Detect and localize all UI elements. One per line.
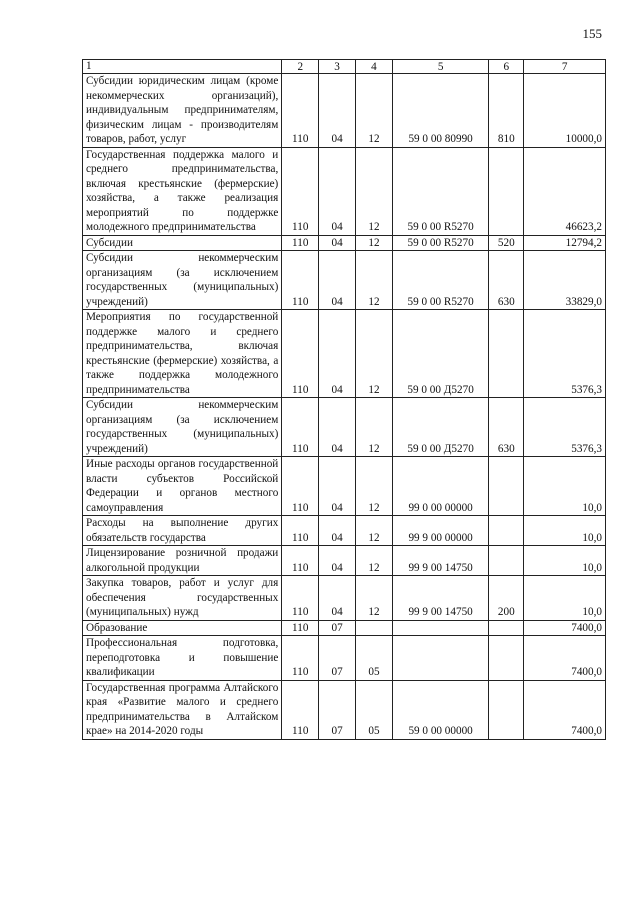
- column-header: 4: [356, 60, 393, 74]
- ministry-code-cell: 110: [282, 576, 319, 621]
- expense-type-cell: [489, 310, 524, 398]
- amount-cell: 12794,2: [524, 235, 606, 251]
- column-header: 5: [392, 60, 489, 74]
- expense-name-cell: Лицензирование розничной продажи алкогольной продукции: [83, 546, 282, 576]
- expense-name-cell: Субсидии: [83, 235, 282, 251]
- section-code-cell: 04: [319, 235, 356, 251]
- section-code-cell: 04: [319, 457, 356, 516]
- column-header: 2: [282, 60, 319, 74]
- expense-type-cell: [489, 147, 524, 235]
- amount-cell: 7400,0: [524, 680, 606, 739]
- amount-cell: 7400,0: [524, 620, 606, 636]
- budget-table: [82, 59, 606, 740]
- page-number: 155: [582, 26, 602, 41]
- expense-name-cell: Субсидии некоммерческим организациям (за исключением государственных (муниципальных) учреждений): [83, 251, 282, 310]
- expense-type-cell: [489, 636, 524, 681]
- expense-name-cell: Государственная программа Алтайского края «Развитие малого и среднего предпринимательства в Алтайском крае» на 2014-2020 годы: [83, 680, 282, 739]
- amount-cell: 10,0: [524, 576, 606, 621]
- section-code-cell: 07: [319, 680, 356, 739]
- ministry-code-cell: 110: [282, 680, 319, 739]
- target-article-cell: 59 0 00 R5270: [392, 147, 489, 235]
- expense-name-cell: Субсидии юридическим лицам (кроме некоммерческих организаций), индивидуальным предпринимателям, физическим лицам - производителям товаров, работ, услуг: [83, 74, 282, 148]
- table-header-row: [83, 60, 606, 74]
- subsection-code-cell: 12: [356, 546, 393, 576]
- target-article-cell: 99 9 00 00000: [392, 516, 489, 546]
- ministry-code-cell: 110: [282, 546, 319, 576]
- expense-type-cell: 520: [489, 235, 524, 251]
- table-row: [83, 147, 606, 235]
- target-article-cell: 99 9 00 14750: [392, 546, 489, 576]
- expense-name-cell: Мероприятия по государственной поддержке малого и среднего предпринимательства, включая крестьянские (фермерские) хозяйства, а также поддержка молодежного предпринимательства: [83, 310, 282, 398]
- ministry-code-cell: 110: [282, 147, 319, 235]
- amount-cell: 7400,0: [524, 636, 606, 681]
- subsection-code-cell: 12: [356, 398, 393, 457]
- expense-type-cell: [489, 516, 524, 546]
- subsection-code-cell: [356, 620, 393, 636]
- expense-name-cell: Расходы на выполнение других обязательств государства: [83, 516, 282, 546]
- target-article-cell: 59 0 00 R5270: [392, 235, 489, 251]
- section-code-cell: 07: [319, 620, 356, 636]
- table-row: [83, 398, 606, 457]
- target-article-cell: [392, 636, 489, 681]
- expense-name-cell: Профессиональная подготовка, переподготовка и повышение квалификации: [83, 636, 282, 681]
- ministry-code-cell: 110: [282, 636, 319, 681]
- target-article-cell: [392, 620, 489, 636]
- table-row: [83, 74, 606, 148]
- ministry-code-cell: 110: [282, 516, 319, 546]
- section-code-cell: 04: [319, 546, 356, 576]
- amount-cell: 5376,3: [524, 310, 606, 398]
- target-article-cell: 59 0 00 R5270: [392, 251, 489, 310]
- expense-type-cell: [489, 620, 524, 636]
- table-row: [83, 310, 606, 398]
- ministry-code-cell: 110: [282, 457, 319, 516]
- expense-type-cell: [489, 457, 524, 516]
- subsection-code-cell: 12: [356, 147, 393, 235]
- column-header: 1: [83, 60, 282, 74]
- target-article-cell: 59 0 00 00000: [392, 680, 489, 739]
- table-row: [83, 546, 606, 576]
- ministry-code-cell: 110: [282, 251, 319, 310]
- table-row: [83, 251, 606, 310]
- expense-type-cell: 200: [489, 576, 524, 621]
- section-code-cell: 04: [319, 147, 356, 235]
- amount-cell: 10,0: [524, 516, 606, 546]
- section-code-cell: 04: [319, 516, 356, 546]
- subsection-code-cell: 12: [356, 576, 393, 621]
- expense-name-cell: Иные расходы органов государственной власти субъектов Российской Федерации и органов местного самоуправления: [83, 457, 282, 516]
- section-code-cell: 04: [319, 251, 356, 310]
- section-code-cell: 04: [319, 576, 356, 621]
- column-header: 3: [319, 60, 356, 74]
- amount-cell: 10,0: [524, 546, 606, 576]
- table-row: [83, 680, 606, 739]
- subsection-code-cell: 12: [356, 457, 393, 516]
- subsection-code-cell: 12: [356, 235, 393, 251]
- table-row: [83, 516, 606, 546]
- target-article-cell: 59 0 00 Д5270: [392, 398, 489, 457]
- target-article-cell: 99 9 00 14750: [392, 576, 489, 621]
- table-row: [83, 636, 606, 681]
- table-row: [83, 620, 606, 636]
- amount-cell: 33829,0: [524, 251, 606, 310]
- table-row: [83, 576, 606, 621]
- amount-cell: 10000,0: [524, 74, 606, 148]
- ministry-code-cell: 110: [282, 310, 319, 398]
- table-row: [83, 457, 606, 516]
- column-header: 7: [524, 60, 606, 74]
- expense-name-cell: Государственная поддержка малого и среднего предпринимательства, включая крестьянские (фермерские) хозяйства, а также реализация мероприятий по поддержке молодежного предпринимательства: [83, 147, 282, 235]
- expense-name-cell: Закупка товаров, работ и услуг для обеспечения государственных (муниципальных) нужд: [83, 576, 282, 621]
- target-article-cell: 59 0 00 80990: [392, 74, 489, 148]
- target-article-cell: 59 0 00 Д5270: [392, 310, 489, 398]
- section-code-cell: 04: [319, 74, 356, 148]
- amount-cell: 5376,3: [524, 398, 606, 457]
- section-code-cell: 04: [319, 310, 356, 398]
- expense-type-cell: 630: [489, 398, 524, 457]
- ministry-code-cell: 110: [282, 398, 319, 457]
- subsection-code-cell: 05: [356, 680, 393, 739]
- subsection-code-cell: 12: [356, 74, 393, 148]
- table-row: [83, 235, 606, 251]
- expense-type-cell: 630: [489, 251, 524, 310]
- ministry-code-cell: 110: [282, 74, 319, 148]
- subsection-code-cell: 12: [356, 310, 393, 398]
- expense-type-cell: [489, 546, 524, 576]
- column-header: 6: [489, 60, 524, 74]
- expense-name-cell: Субсидии некоммерческим организациям (за исключением государственных (муниципальных) учреждений): [83, 398, 282, 457]
- subsection-code-cell: 12: [356, 516, 393, 546]
- ministry-code-cell: 110: [282, 620, 319, 636]
- target-article-cell: 99 0 00 00000: [392, 457, 489, 516]
- section-code-cell: 07: [319, 636, 356, 681]
- ministry-code-cell: 110: [282, 235, 319, 251]
- section-code-cell: 04: [319, 398, 356, 457]
- subsection-code-cell: 05: [356, 636, 393, 681]
- subsection-code-cell: 12: [356, 251, 393, 310]
- expense-name-cell: Образование: [83, 620, 282, 636]
- amount-cell: 10,0: [524, 457, 606, 516]
- amount-cell: 46623,2: [524, 147, 606, 235]
- expense-type-cell: [489, 680, 524, 739]
- expense-type-cell: 810: [489, 74, 524, 148]
